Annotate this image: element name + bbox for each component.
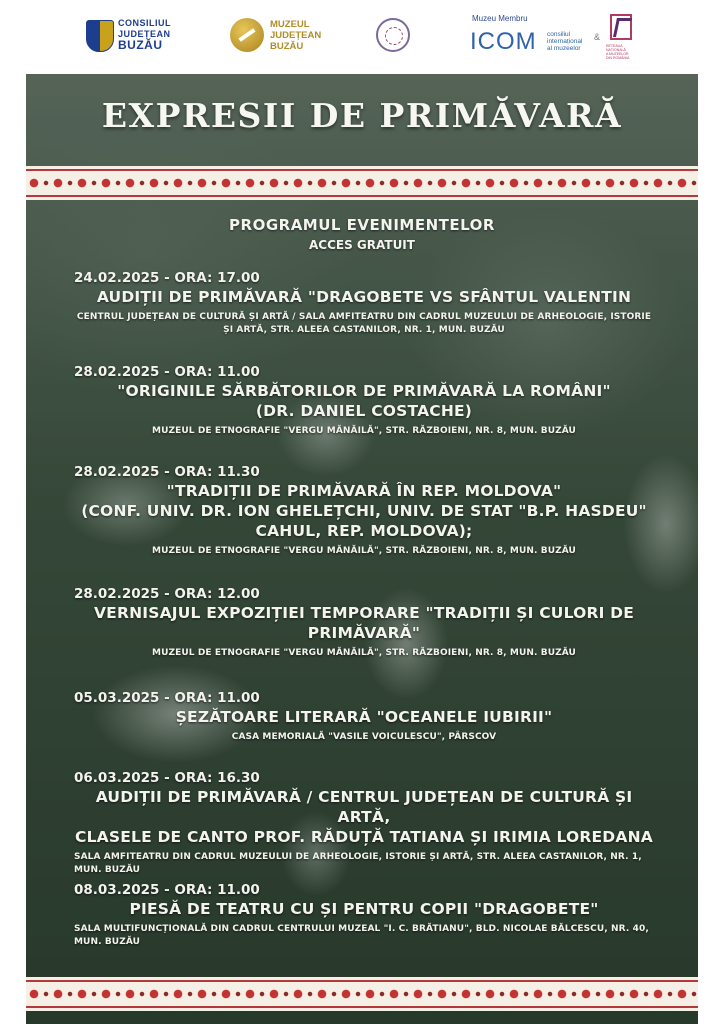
r-emblem-icon — [610, 14, 632, 40]
cj-line3: BUZĂU — [118, 38, 163, 52]
icom-sub3: al muzeelor — [547, 45, 581, 52]
embroidery-border-bottom — [26, 977, 698, 1011]
event-speaker: (DR. DANIEL COSTACHE) — [255, 402, 473, 420]
embroidery-pattern-icon — [26, 177, 698, 189]
event-datetime: 05.03.2025 - ORA: 11.00 — [74, 690, 260, 706]
mj-line2: JUDEȚEAN — [270, 30, 322, 41]
event-location: CENTRUL JUDEȚEAN DE CULTURĂ ȘI ARTĂ / SALA AMFITEATRU DIN CADRUL MUZEULUI DE ARHEOLOGIE, ISTORIE ȘI ARTĂ, STR. ALEEA CASTANILOR, NR. 1, MUN. BUZĂU — [76, 312, 652, 335]
poster — [26, 74, 698, 1024]
icom-sub1: consiliul — [547, 31, 571, 38]
event-item — [74, 882, 654, 949]
rn-line2: NAȚIONALĂ — [606, 48, 626, 52]
icom-sub2: internațional — [547, 38, 583, 45]
event-item — [74, 586, 654, 660]
cj-line1: CONSILIUL — [118, 18, 171, 28]
event-item — [74, 690, 654, 744]
event-speaker-cont: CAHUL, REP. MOLDOVA); — [255, 522, 473, 540]
coat-of-arms-icon — [86, 20, 114, 52]
round-seal-logo — [376, 18, 410, 52]
event-location: MUZEUL DE ETNOGRAFIE "VERGU MĂNĂILĂ", STR. RĂZBOIENI, NR. 8, MUN. BUZĂU — [152, 426, 576, 436]
event-speaker: (CONF. UNIV. DR. ION GHELEȚCHI, UNIV. DE STAT "B.P. HASDEU" — [81, 502, 647, 520]
event-name: VERNISAJUL EXPOZIȚIEI TEMPORARE "TRADIȚII ȘI CULORI DE — [93, 604, 635, 622]
rn-line3: A MUZEELOR — [606, 52, 629, 56]
event-datetime: 08.03.2025 - ORA: 11.00 — [74, 882, 260, 898]
access-label: ACCES GRATUIT — [309, 238, 415, 252]
rn-line4: DIN ROMÂNIA — [606, 56, 630, 60]
event-datetime: 28.02.2025 - ORA: 11.00 — [74, 364, 260, 380]
event-location: SALA AMFITEATRU DIN CADRUL MUZEULUI DE ARHEOLOGIE, ISTORIE ȘI ARTĂ, STR. ALEEA CASTANILOR, NR. 1, MUN. BUZĂU — [74, 852, 642, 875]
event-datetime: 24.02.2025 - ORA: 17.00 — [74, 270, 260, 286]
muzeul-judetean-logo — [230, 16, 330, 56]
event-name: "ORIGINILE SĂRBĂTORILOR DE PRIMĂVARĂ LA ROMÂNI" — [117, 382, 611, 400]
event-item — [74, 364, 654, 438]
event-item — [74, 270, 654, 337]
embroidery-border-top — [26, 166, 698, 200]
event-location: SALA MULTIFUNCȚIONALĂ DIN CADRUL CENTRULUI MUZEAL "I. C. BRĂTIANU", BLD. NICOLAE BĂLCESCU, NR. 40, MUN. BUZĂU — [74, 924, 649, 947]
logo-bar — [0, 0, 724, 74]
event-item — [74, 770, 654, 877]
event-datetime: 28.02.2025 - ORA: 11.30 — [74, 464, 260, 480]
event-name: PIESĂ DE TEATRU CU ȘI PENTRU COPII "DRAGOBETE" — [129, 900, 599, 918]
icom-member-label: Muzeu Membru — [472, 14, 528, 23]
event-location: CASA MEMORIALĂ "VASILE VOICULESCU", PÂRSCOV — [231, 732, 497, 742]
event-name: ȘEZĂTOARE LITERARĂ "OCEANELE IUBIRII" — [175, 708, 553, 726]
icom-name: ICOM — [470, 28, 537, 55]
event-name-cont: PRIMĂVARĂ" — [307, 624, 421, 642]
event-name: AUDIȚII DE PRIMĂVARĂ "DRAGOBETE VS SFÂNTUL VALENTIN — [96, 288, 632, 306]
event-name-cont: CLASELE DE CANTO PROF. RĂDUȚĂ TATIANA ȘI IRIMIA LOREDANA — [75, 828, 653, 846]
icom-logo — [470, 14, 610, 64]
event-location: MUZEUL DE ETNOGRAFIE "VERGU MĂNĂILĂ", STR. RĂZBOIENI, NR. 8, MUN. BUZĂU — [152, 546, 576, 556]
museum-emblem-icon — [230, 18, 264, 52]
cj-line2: JUDEȚEAN — [118, 29, 171, 39]
program-title: PROGRAMUL EVENIMENTELOR — [229, 216, 495, 234]
rn-line1: REȚEAUA — [606, 44, 623, 48]
ampersand: & — [594, 32, 601, 42]
mj-line1: MUZEUL — [270, 19, 310, 30]
embroidery-pattern-icon — [26, 988, 698, 1000]
event-datetime: 28.02.2025 - ORA: 12.00 — [74, 586, 260, 602]
event-datetime: 06.03.2025 - ORA: 16.30 — [74, 770, 260, 786]
retea-muzee-logo — [606, 14, 636, 62]
consiliul-judetean-logo — [86, 16, 196, 56]
mj-line3: BUZĂU — [270, 41, 304, 52]
event-item — [74, 464, 654, 558]
event-name: "TRADIȚII DE PRIMĂVARĂ ÎN REP. MOLDOVA" — [166, 482, 562, 500]
poster-title: EXPRESII DE PRIMĂVARĂ — [101, 96, 623, 135]
event-location: MUZEUL DE ETNOGRAFIE "VERGU MĂNĂILĂ", STR. RĂZBOIENI, NR. 8, MUN. BUZĂU — [152, 648, 576, 658]
event-name: AUDIȚII DE PRIMĂVARĂ / CENTRUL JUDEȚEAN DE CULTURĂ ȘI ARTĂ, — [95, 788, 633, 826]
